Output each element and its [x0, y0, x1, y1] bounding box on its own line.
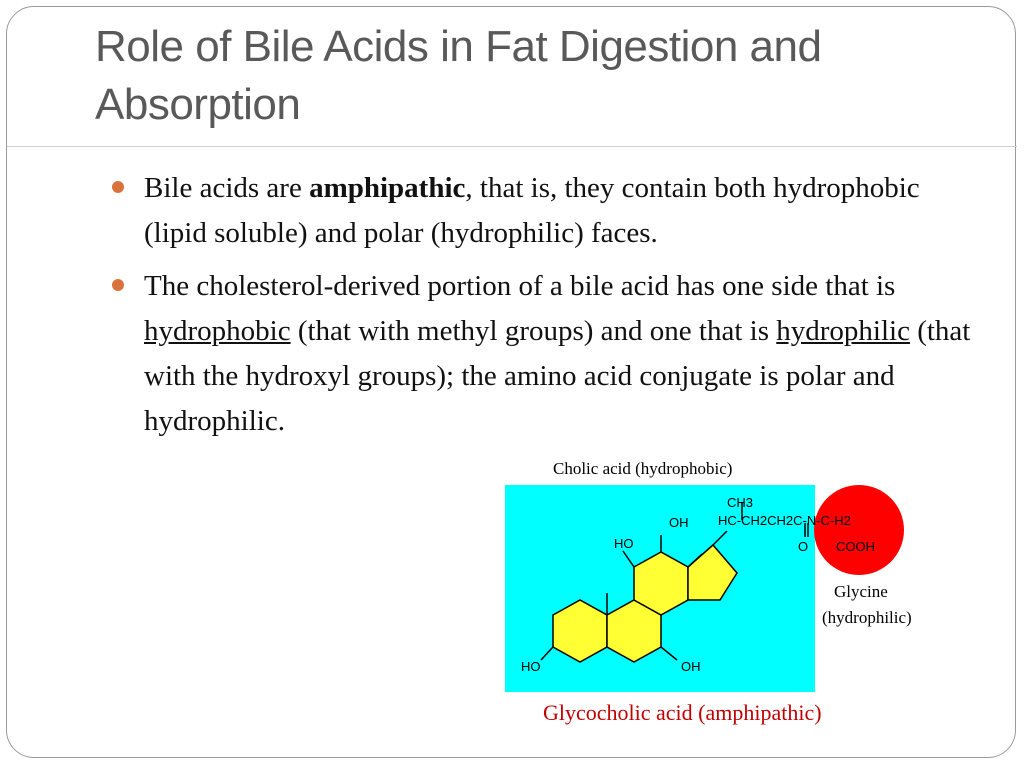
carbonyl-oxygen: O — [798, 539, 809, 554]
bullet-2-text-pre: The cholesterol-derived portion of a bile acid has one side that is — [144, 270, 896, 302]
bullet-2-term-hydrophilic: hydrophilic — [776, 315, 910, 347]
title-divider — [7, 146, 1017, 147]
oh-top-group: OH — [669, 515, 689, 530]
ch3-group: CH3 — [727, 495, 754, 510]
glycine-label: Glycine — [834, 582, 888, 601]
ho-bottom-group: HO — [521, 659, 541, 674]
bullet-list — [112, 166, 972, 452]
glycine-circle — [814, 485, 904, 575]
glycocholic-acid-label: Glycocholic acid (amphipathic) — [543, 700, 822, 725]
bullet-dot-icon — [112, 181, 124, 193]
bullet-2-text-post: (that with the hydroxyl groups); the amino acid conjugate is polar and hydrophilic. — [144, 315, 971, 437]
bullet-2-text-mid: (that with methyl groups) and one that is — [290, 315, 777, 347]
bullet-2-term-hydrophobic: hydrophobic — [144, 315, 291, 347]
oh-bottom-group: OH — [681, 659, 701, 674]
slide-title: Role of Bile Acids in Fat Digestion and Absorption — [95, 22, 822, 129]
bullet-item-1 — [112, 166, 972, 256]
bullet-item-2 — [112, 264, 972, 444]
bullet-1-term-amphipathic: amphipathic — [309, 172, 466, 204]
glycocholic-acid-diagram — [505, 455, 940, 730]
ho-left-group: HO — [614, 536, 634, 551]
glycine-hydrophilic-label: (hydrophilic) — [822, 608, 912, 627]
bullet-1-text-pre: Bile acids are — [144, 172, 310, 204]
side-chain-group: HC-CH2CH2C-N-C-H2 — [718, 513, 851, 528]
bullet-dot-icon — [112, 279, 124, 291]
cooh-group: COOH — [836, 539, 875, 554]
cholic-acid-label: Cholic acid (hydrophobic) — [553, 459, 733, 478]
glycocholic-acid-figure — [505, 455, 940, 730]
bullet-1-text-post: , that is, they contain both hydrophobic (lipid soluble) and polar (hydrophilic) faces. — [144, 172, 920, 249]
